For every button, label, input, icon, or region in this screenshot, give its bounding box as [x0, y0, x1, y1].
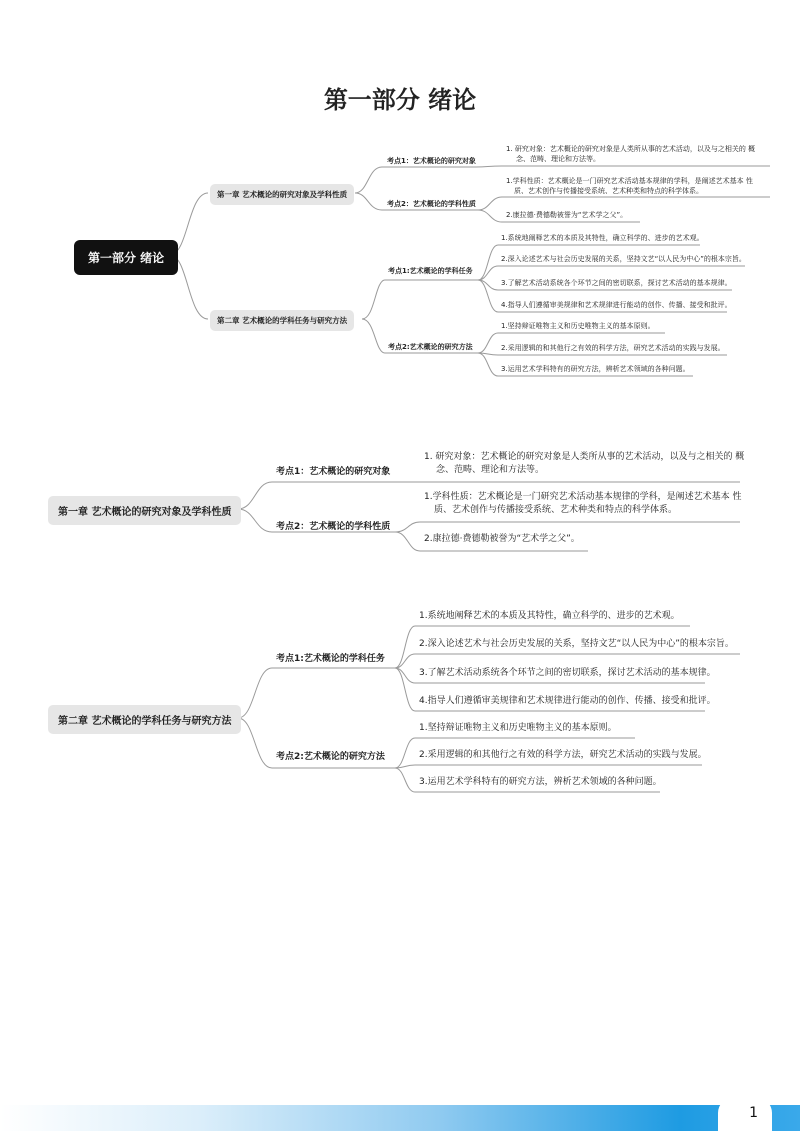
- ch2-k2-item: 2.采用逻辑的和其他行之有效的科学方法，研究艺术活动的实践与发展。: [419, 750, 707, 760]
- root-node: 第一部分 绪论: [74, 240, 178, 275]
- leaf-line: 1.学科性质：艺术概论是一门研究艺术活动基本规律的学科，是阐述艺术基本 性: [506, 177, 753, 185]
- ch2-kaodian1-node: 考点1:艺术概论的学科任务: [388, 267, 473, 275]
- ch2-k1-item: 1.系统地阐释艺术的本质及其特性，确立科学的、进步的艺术观。: [501, 234, 704, 242]
- ch1-kaodian1-node: 考点1：艺术概论的研究对象: [387, 157, 476, 165]
- ch1-k1-leaf: [424, 451, 744, 477]
- chapter2-node: 第二章 艺术概论的学科任务与研究方法: [48, 705, 241, 734]
- ch2-k2-item: 1.坚持辩证唯物主义和历史唯物主义的基本原则。: [501, 322, 655, 330]
- ch2-k2-item: 2.采用逻辑的和其他行之有效的科学方法，研究艺术活动的实践与发展。: [501, 344, 725, 352]
- ch2-k2-item: 3.运用艺术学科特有的研究方法，辨析艺术领域的各种问题。: [419, 777, 662, 787]
- leaf-line: 念、范畴、理论和方法等。: [436, 465, 545, 476]
- ch2-k1-item: 3.了解艺术活动系统各个环节之间的密切联系，探讨艺术活动的基本规律。: [419, 668, 716, 678]
- page-title: 第一部分 绪论: [323, 85, 477, 114]
- ch2-k2-item: 1.坚持辩证唯物主义和历史唯物主义的基本原则。: [419, 723, 617, 733]
- ch1-kaodian2-node: 考点2：艺术概论的学科性质: [276, 522, 391, 532]
- page-number: 1: [749, 1105, 758, 1121]
- page-number-tab: [718, 1097, 772, 1131]
- ch2-k2-item: 3.运用艺术学科特有的研究方法，辨析艺术领域的各种问题。: [501, 365, 690, 373]
- leaf-line: 念、范畴、理论和方法等。: [516, 155, 600, 164]
- leaf-line: 质、艺术创作与传播接受系统、艺术种类和特点的科学体系。: [514, 187, 703, 196]
- leaf-line: 1. 研究对象：艺术概论的研究对象是人类所从事的艺术活动，以及与之相关的 概: [506, 145, 756, 153]
- ch1-k2-leaf1: [506, 176, 753, 196]
- ch2-k1-item: 1.系统地阐释艺术的本质及其特性，确立科学的、进步的艺术观。: [419, 611, 680, 621]
- ch2-k1-item: 2.深入论述艺术与社会历史发展的关系，坚持文艺“以人民为中心”的根本宗旨。: [501, 255, 746, 263]
- ch2-k1-item: 3.了解艺术活动系统各个环节之间的密切联系，探讨艺术活动的基本规律。: [501, 279, 732, 287]
- ch2-k1-item: 2.深入论述艺术与社会历史发展的关系，坚持文艺“以人民为中心”的根本宗旨。: [419, 639, 734, 649]
- leaf-line: 1.学科性质：艺术概论是一门研究艺术活动基本规律的学科，是阐述艺术基本 性: [424, 492, 742, 502]
- ch2-kaodian1-node: 考点1:艺术概论的学科任务: [276, 654, 385, 664]
- ch1-k2-leaf1: [424, 491, 741, 517]
- chapter2-node: 第二章 艺术概论的学科任务与研究方法: [210, 310, 354, 331]
- ch1-kaodian1-node: 考点1：艺术概论的研究对象: [276, 467, 391, 477]
- ch2-kaodian2-node: 考点2:艺术概论的研究方法: [276, 752, 385, 762]
- ch2-kaodian2-node: 考点2:艺术概论的研究方法: [388, 343, 473, 351]
- chapter1-node: 第一章 艺术概论的研究对象及学科性质: [210, 184, 354, 205]
- ch1-k1-leaf: [506, 144, 755, 164]
- leaf-line: 1. 研究对象：艺术概论的研究对象是人类所从事的艺术活动，以及与之相关的 概: [424, 452, 745, 462]
- ch1-kaodian2-node: 考点2：艺术概论的学科性质: [387, 200, 476, 208]
- chapter1-node: 第一章 艺术概论的研究对象及学科性质: [48, 496, 241, 525]
- ch1-k2-leaf2: 2.康拉德·费德勒被誉为“艺术学之父”。: [506, 211, 628, 219]
- footer-bar: [0, 1105, 800, 1131]
- leaf-line: 质、艺术创作与传播接受系统、艺术种类和特点的科学体系。: [434, 505, 678, 516]
- ch2-k1-item: 4.指导人们遵循审美规律和艺术规律进行能动的创作、传播、接受和批评。: [419, 696, 716, 706]
- ch2-k1-item: 4.指导人们遵循审美规律和艺术规律进行能动的创作、传播、接受和批评。: [501, 301, 732, 309]
- ch1-k2-leaf2: 2.康拉德·费德勒被誉为“艺术学之父”。: [424, 534, 580, 544]
